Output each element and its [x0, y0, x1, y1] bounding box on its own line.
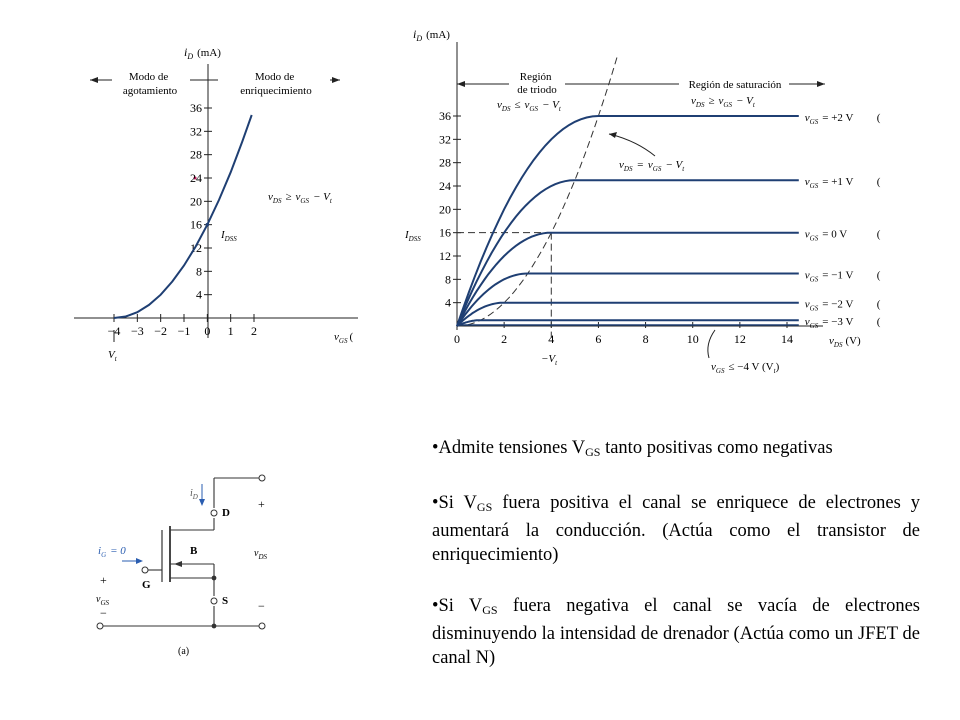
source-label: S [222, 595, 229, 607]
idss-label: $I_{DSS}$ [221, 229, 237, 243]
x-tick-label: 4 [548, 332, 555, 346]
bottom-right-terminal [259, 623, 265, 629]
vt-label: $V_t$ [108, 349, 117, 363]
boundary-pointer-head [609, 132, 617, 138]
ig-label: $i_G = 0$ [98, 545, 126, 559]
region-triode-label: Región de triodo [517, 71, 557, 96]
idss-point [206, 223, 210, 227]
y-tick-label: 24 [190, 171, 202, 185]
vgs-label: $v_{GS}$ [96, 594, 110, 607]
y-tick-label: 8 [196, 264, 202, 279]
output-curve [457, 116, 799, 326]
y-tick-label: 24 [439, 179, 451, 193]
x-tick-label: −4 [107, 324, 121, 338]
output-curve [457, 274, 799, 327]
id-arrow [199, 499, 205, 506]
boundary-pointer-arrow [609, 134, 655, 156]
y-tick-label: 36 [439, 109, 451, 123]
vds-minus: − [258, 599, 265, 613]
triode-condition: $v_{DS} \le v_{GS} - V_t$ [497, 99, 561, 113]
region-saturation-label: Región de saturación [688, 79, 782, 91]
explanation-text [432, 436, 920, 697]
minus-vt-label: $-V_t$ [541, 353, 558, 367]
cutoff-label: $v_{GS} \le -4$ V $(V_t)$ [711, 361, 780, 375]
mosfet-circuit-diagram [86, 466, 286, 666]
junction-dot [212, 576, 217, 581]
idss-label: $I_{DSS}$ [405, 229, 421, 243]
y-tick-label: 12 [439, 249, 451, 263]
x-tick-label: 2 [251, 324, 257, 338]
x-tick-label: 1 [227, 324, 234, 338]
output-curve [457, 233, 799, 326]
curve-label-mark: ( [876, 228, 881, 241]
region-arrow-left-head [90, 77, 98, 83]
curve-label-mark: ( [876, 269, 881, 282]
y-tick-label: 12 [190, 241, 202, 255]
x-tick-label: 8 [642, 332, 649, 346]
transfer-characteristic-chart [68, 38, 368, 368]
drain-label: D [222, 507, 230, 519]
y-tick-label: 32 [439, 132, 451, 147]
output-characteristics-chart [405, 22, 881, 375]
curve-label: $v_{GS} = -1$ V [804, 269, 854, 284]
region-depletion-label: Modo de agotamiento [122, 71, 178, 97]
x-axis-label: $v_{DS}$ (V) [829, 335, 861, 349]
body-arrow [174, 561, 182, 567]
x-tick-label: 6 [595, 332, 602, 346]
x-tick-label: −3 [130, 324, 144, 338]
id-label: $i_D$ [190, 488, 198, 501]
vds-label: $v_{DS}$ [254, 548, 268, 561]
junction-dot [212, 624, 217, 629]
curve-label-mark: ( [876, 298, 881, 311]
x-tick-label: 0 [204, 324, 211, 338]
vgs-plus: + [100, 573, 107, 587]
y-tick-label: 4 [445, 295, 451, 310]
curve-label-mark: ( [876, 176, 881, 189]
x-tick-label: 0 [454, 332, 460, 346]
x-tick-label: 10 [686, 332, 699, 346]
saturation-condition: $v_{DS} \ge v_{GS} - V_t$ [268, 191, 332, 205]
bullet-2: •Si $V_{GS}$ fuera positiva el canal se enriquece de electrones y aumentará la conducción. (Actúa como el transistor de enriquecimiento) [432, 493, 921, 565]
saturation-condition: $v_{DS} \ge v_{GS} - V_t$ [691, 95, 755, 109]
x-tick-label: −2 [154, 324, 168, 338]
y-axis-label: $i_D$ (mA) [184, 45, 221, 61]
curve-label-mark: ( [876, 112, 881, 124]
region-arrow-right-head [332, 77, 340, 83]
y-tick-label: 16 [190, 217, 202, 232]
output-curve [457, 303, 799, 326]
x-tick-label: −1 [177, 324, 191, 338]
gate-label: G [142, 579, 151, 591]
y-tick-label: 28 [439, 155, 451, 170]
curve-label: $v_{GS} = +1$ V [804, 176, 854, 191]
boundary-label: $v_{DS} = v_{GS} - V_t$ [619, 159, 685, 173]
y-tick-label: 20 [190, 194, 202, 209]
figure-caption: (a) [178, 646, 190, 657]
curve-label: $v_{GS} = -3$ V [804, 316, 854, 331]
region-enhancement-label: Modo de enriquecimiento [240, 71, 312, 97]
y-tick-label: 16 [439, 225, 451, 240]
source-terminal [211, 598, 217, 604]
curve-label: $v_{GS} = 0$ V [804, 228, 848, 243]
region-arrow-right-head [817, 81, 825, 87]
y-tick-label: 36 [190, 101, 202, 115]
drain-terminal [211, 510, 217, 516]
bullet-3: •Si $V_{GS}$ fuera negativa el canal se vacía de electrones disminuyendo la intensidad de drenador (Actúa como un JFET de canal N) [432, 596, 920, 668]
body-label: B [190, 545, 198, 557]
bottom-left-terminal [97, 623, 103, 629]
bullet-1: •Admite tensiones $V_{GS}$ tanto positivas como negativas [432, 438, 833, 459]
region-arrow-left-head [457, 81, 465, 87]
curve-label-mark: ( [876, 316, 881, 329]
y-tick-label: 8 [445, 272, 451, 287]
y-tick-label: 4 [196, 287, 202, 302]
gate-terminal [142, 567, 148, 573]
cutoff-pointer-arrow [708, 330, 715, 358]
ig-arrow [136, 558, 143, 564]
curve-label: $v_{GS} = +2$ V [804, 112, 854, 126]
y-tick-label: 32 [190, 124, 202, 139]
x-tick-label: 12 [733, 332, 746, 346]
x-tick-label: 2 [501, 332, 508, 346]
y-tick-label: 20 [439, 202, 451, 217]
top-right-terminal [259, 475, 265, 481]
x-tick-label: 14 [781, 332, 793, 346]
transfer-curve [114, 115, 252, 318]
y-axis-label: $i_D$ (mA) [413, 27, 450, 43]
curve-label: $v_{GS} = -2$ V [804, 298, 854, 313]
vds-plus: + [258, 497, 265, 511]
x-axis-label: $v_{GS}$ ( [334, 331, 354, 345]
vgs-minus: − [100, 606, 107, 620]
y-tick-label: 28 [190, 147, 202, 162]
